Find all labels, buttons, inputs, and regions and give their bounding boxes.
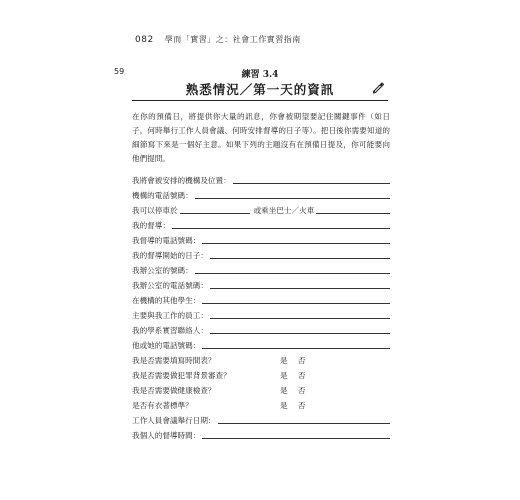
question-row-dress-code: [132, 396, 390, 411]
main-staff-label: 主要與我工作的員工：: [132, 311, 208, 320]
form-row-contact-phone: [132, 336, 390, 351]
contact-phone-answer-line[interactable]: [202, 347, 390, 349]
office-phone-answer-line[interactable]: [210, 287, 390, 289]
timesheet-question: 我是否需要填寫時間表？: [132, 356, 216, 365]
supervisor-phone-answer-line[interactable]: [202, 242, 390, 244]
background-check-question: 我是否需要做犯罪背景審查？: [132, 371, 231, 380]
form-row-office-number: [132, 261, 390, 276]
office-number-answer-line[interactable]: [195, 272, 390, 274]
contact-phone-label: 他或她的電話號碼：: [132, 341, 201, 350]
placement-label: 我將會被安排的機構及位置：: [132, 176, 231, 185]
form-row-other-students: [132, 291, 390, 306]
main-staff-answer-line[interactable]: [210, 317, 390, 319]
bus-train-answer-line[interactable]: [316, 212, 390, 214]
office-number-label: 我辦公室的號碼：: [132, 266, 193, 275]
supervision-time-label: 我個人的督導時間：: [132, 431, 201, 440]
question-row-health-check: [132, 381, 390, 396]
no-option[interactable]: 否: [298, 356, 306, 365]
form-row-staff-meeting: [132, 411, 390, 426]
pencil-icon: [371, 80, 385, 94]
agency-phone-label: 機構的電話號碼：: [132, 191, 193, 200]
supervisor-phone-label: 我督導的電話號碼：: [132, 236, 201, 245]
parking-answer-line[interactable]: [180, 212, 250, 214]
intro-paragraph: 在你的預備日，將提供你大量的訊息，你會被期望要記住關鍵事件（如日子，何時舉行工作人員會議、何時安排督導的日子等）。把日後你需要知道的細節寫下來是一個好主意。如果下列的主題沒有在預備日提及，你可能要向他們提問。: [132, 112, 390, 163]
health-check-question: 我是否需要做健康檢查？: [132, 386, 216, 395]
exercise-label: 練習 3.4: [241, 70, 279, 80]
yes-option[interactable]: 是: [280, 371, 288, 380]
supervisor-answer-line[interactable]: [172, 227, 390, 229]
book-title: 學而「實習」之：社會工作實習指南: [164, 35, 301, 44]
agency-phone-answer-line[interactable]: [195, 197, 390, 199]
form-row-transport: [132, 201, 390, 216]
form-row-placement-contact: [132, 321, 390, 336]
placement-contact-answer-line[interactable]: [210, 332, 390, 334]
staff-meeting-answer-line[interactable]: [218, 422, 390, 424]
form-row-supervisor: [132, 216, 390, 231]
question-row-timesheet: [132, 351, 390, 366]
no-option[interactable]: 否: [298, 401, 306, 410]
no-option[interactable]: 否: [298, 386, 306, 395]
placement-answer-line[interactable]: [233, 182, 390, 184]
supervision-time-answer-line[interactable]: [202, 437, 390, 439]
page-number: 082: [135, 35, 154, 45]
no-option[interactable]: 否: [298, 371, 306, 380]
other-students-label: 在機構的其他學生：: [132, 296, 201, 305]
form-row-supervision-time: [132, 426, 390, 441]
parking-label: 我可以停車於: [132, 206, 178, 215]
staff-meeting-label: 工作人員會議舉行日期：: [132, 416, 216, 425]
form-row-agency-phone: [132, 186, 390, 201]
supervision-start-label: 我的督導開始的日子：: [132, 251, 208, 260]
yes-option[interactable]: 是: [280, 401, 288, 410]
yes-option[interactable]: 是: [280, 356, 288, 365]
form-row-placement: [132, 171, 390, 186]
form-row-main-staff: [132, 306, 390, 321]
margin-number: 59: [114, 67, 125, 76]
info-form: [132, 171, 390, 441]
placement-contact-label: 我的學系實習聯絡人：: [132, 326, 208, 335]
office-phone-label: 我辦公室的電話號碼：: [132, 281, 208, 290]
yes-option[interactable]: 是: [280, 386, 288, 395]
supervision-start-answer-line[interactable]: [210, 257, 390, 259]
dress-code-question: 是否有衣著標準？: [132, 401, 193, 410]
running-header: [135, 34, 301, 45]
bus-train-label: 或乘坐巴士／火車: [253, 206, 315, 215]
exercise-title: 熟悉情況／第一天的資訊: [185, 82, 335, 97]
question-row-background-check: [132, 366, 390, 381]
title-divider: [132, 100, 388, 101]
form-row-supervisor-phone: [132, 231, 390, 246]
other-students-answer-line[interactable]: [202, 302, 390, 304]
supervisor-label: 我的督導：: [132, 221, 170, 230]
form-row-supervision-start: [132, 246, 390, 261]
form-row-office-phone: [132, 276, 390, 291]
